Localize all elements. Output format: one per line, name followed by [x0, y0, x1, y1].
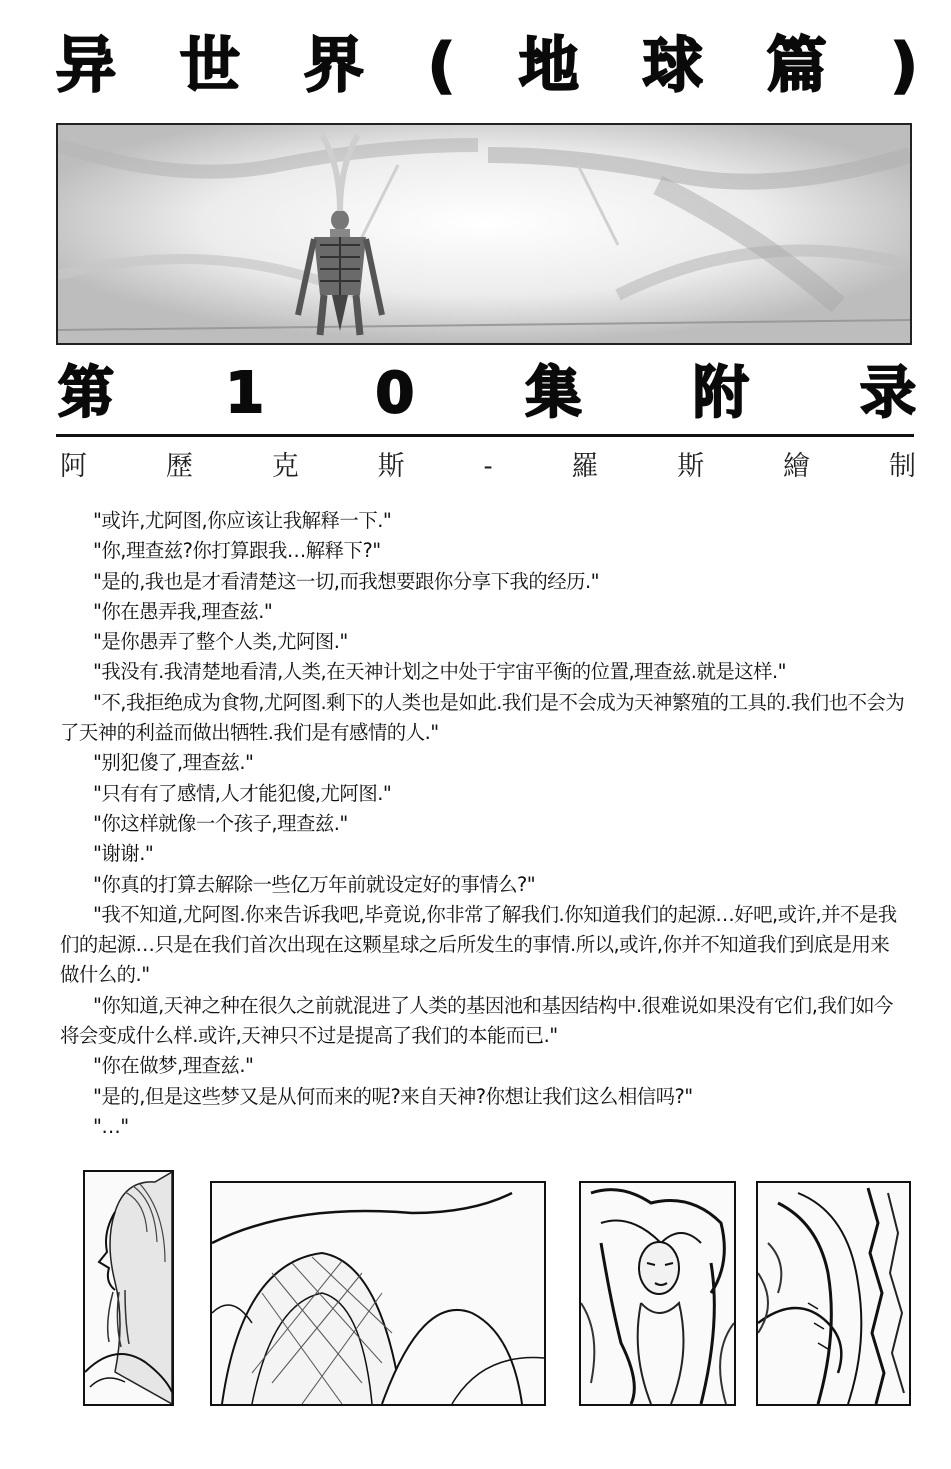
- dialogue-text: [60, 506, 906, 1142]
- chapter-char: 集: [525, 361, 582, 426]
- author-char: 阿: [60, 451, 87, 482]
- author-char: -: [483, 451, 493, 482]
- dialogue-line: "我不知道,尤阿图.你来告诉我吧,毕竟说,你非常了解我们.你知道我们的起源…好吧,或许,并不是我们的起源…只是在我们首次出现在这颗星球之后所发生的事情.所以,或许,你并不知道我们到底是用来做什么的.": [60, 902, 897, 987]
- banner-illustration: [56, 123, 912, 345]
- chapter-char: 录: [859, 361, 916, 426]
- dialogue-line: "只有有了感情,人才能犯傻,尤阿图.": [93, 781, 392, 805]
- author-char: 歷: [165, 451, 193, 482]
- title-char: 地: [518, 31, 579, 101]
- divider-rule: [56, 434, 914, 437]
- figure-sketch-icon: [58, 125, 910, 343]
- chapter-char: 附: [692, 361, 749, 426]
- title-char: 篇: [766, 31, 827, 101]
- dialogue-line: "别犯傻了,理查兹.": [93, 751, 254, 775]
- dialogue-line: "你在愚弄我,理查兹.": [93, 599, 273, 623]
- chapter-title: [58, 358, 916, 430]
- page-title: [56, 26, 918, 106]
- dialogue-line: "你这样就像一个孩子,理查兹.": [93, 811, 348, 835]
- author-char: 繪: [783, 451, 811, 482]
- title-char: 界: [303, 31, 364, 101]
- panel-old-man-illustration: [83, 1170, 174, 1406]
- woman-sketch-icon: [581, 1183, 734, 1404]
- dialogue-line: "谢谢.": [93, 842, 154, 866]
- author-char: 斯: [677, 451, 705, 482]
- chapter-char: 0: [375, 361, 415, 426]
- dialogue-line: "我没有.我清楚地看清,人类,在天神计划之中处于宇宙平衡的位置,理查兹.就是这样.": [93, 660, 787, 684]
- dialogue-line: "你在做梦,理查兹.": [93, 1054, 254, 1078]
- chapter-char: 1: [225, 361, 265, 426]
- chapter-char: 第: [58, 361, 114, 426]
- domes-sketch-icon: [212, 1183, 544, 1404]
- dialogue-line: "是你愚弄了整个人类,尤阿图.": [93, 630, 348, 654]
- title-char: 球: [642, 31, 703, 101]
- panel-domes-illustration: [210, 1181, 546, 1406]
- dialogue-line: "你真的打算去解除一些亿万年前就设定好的事情么?": [93, 872, 536, 896]
- author-char: 斯: [377, 451, 405, 482]
- dialogue-line: "是的,但是这些梦又是从何而来的呢?来自天神?你想让我们这么相信吗?": [93, 1084, 693, 1108]
- title-char: ): [890, 31, 918, 101]
- alien-sketch-icon: [758, 1183, 909, 1404]
- dialogue-line: "是的,我也是才看清楚这一切,而我想要跟你分享下我的经历.": [93, 569, 600, 593]
- dialogue-line: "你知道,天神之种在很久之前就混进了人类的基因池和基因结构中.很难说如果没有它们,我们如今将会变成什么样.或许,天神只不过是提高了我们的本能而已.": [60, 993, 893, 1048]
- panel-woman-illustration: [579, 1181, 736, 1406]
- title-char: 世: [179, 31, 240, 101]
- title-char: (: [427, 31, 456, 101]
- author-char: 克: [271, 451, 299, 482]
- dialogue-line: "…": [93, 1114, 129, 1138]
- dialogue-line: "你,理查兹?你打算跟我…解释下?": [93, 539, 381, 563]
- dialogue-line: "不,我拒绝成为食物,尤阿图.剩下的人类也是如此.我们是不会成为天神繁殖的工具的.我们也不会为了天神的利益而做出牺牲.我们是有感情的人.": [60, 690, 905, 745]
- panel-alien-illustration: [756, 1181, 911, 1406]
- title-char: 异: [56, 31, 116, 101]
- author-char: 羅: [571, 451, 599, 482]
- author-char: 制: [889, 451, 916, 482]
- dialogue-line: "或许,尤阿图,你应该让我解释一下.": [93, 509, 392, 532]
- old-man-sketch-icon: [85, 1172, 172, 1404]
- author-credit: [60, 447, 916, 487]
